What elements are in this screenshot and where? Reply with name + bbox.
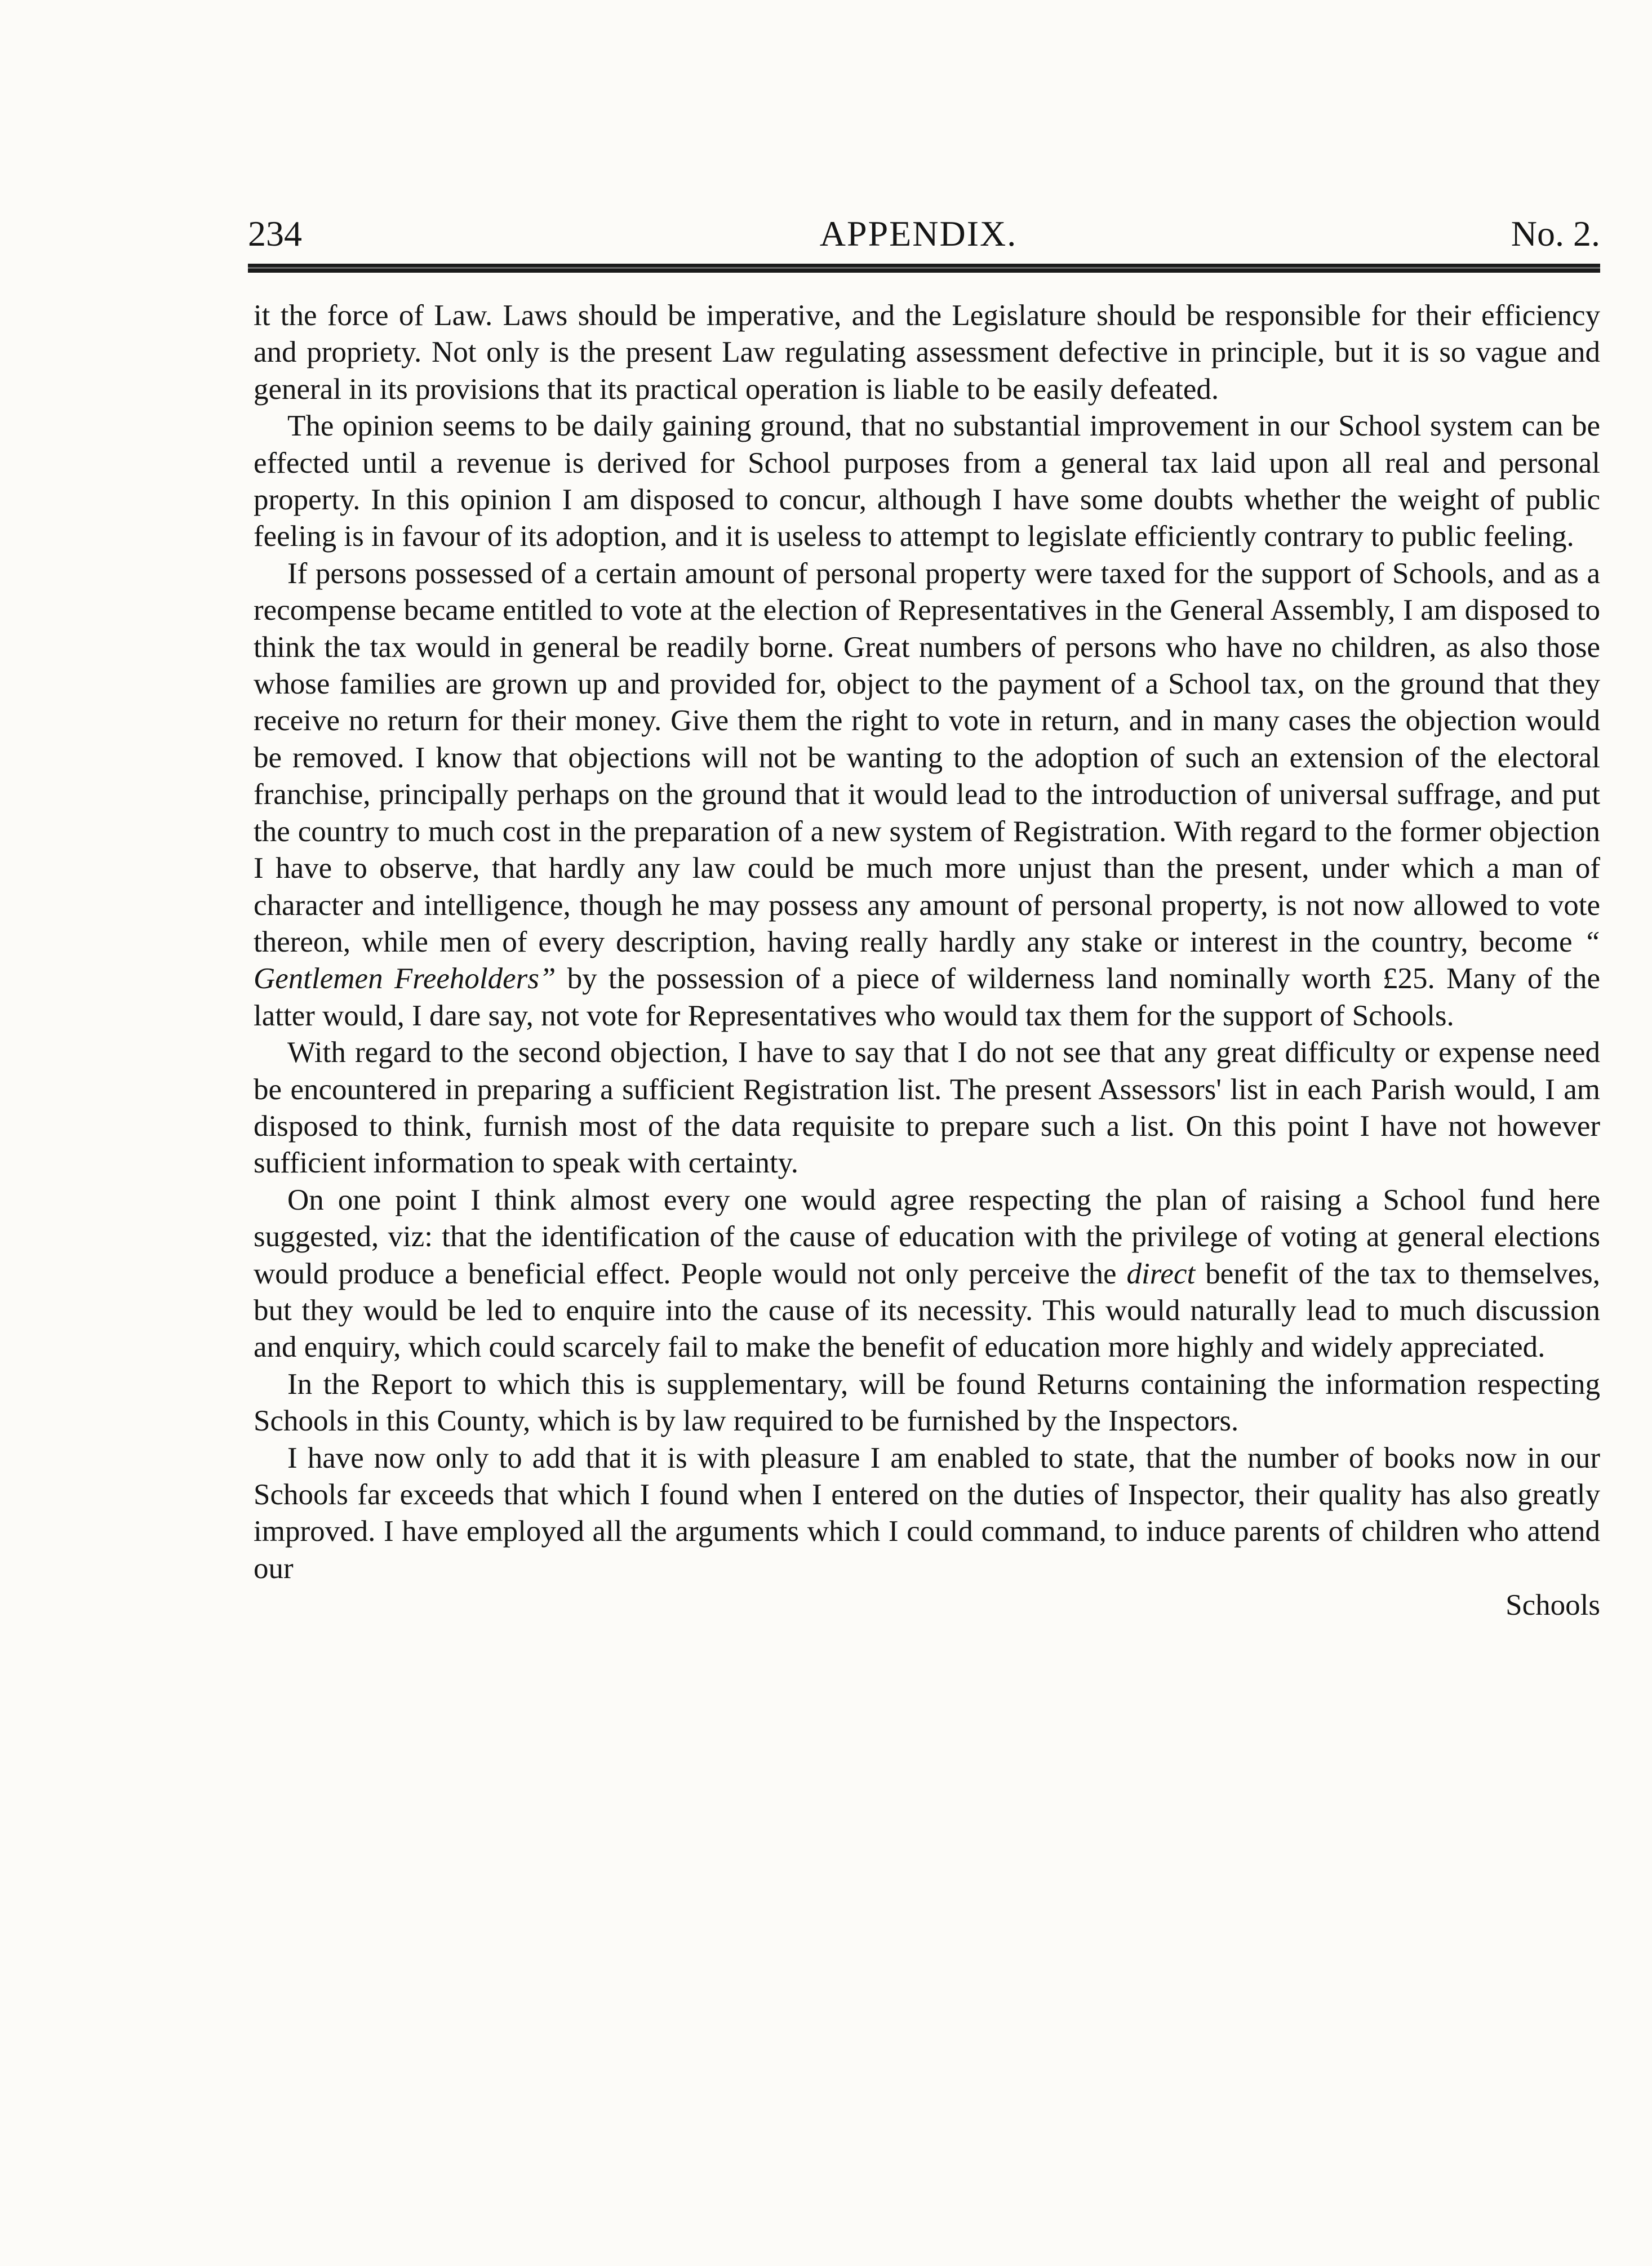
gentlemen-freeholders-phrase: “ Gentlemen Freeholders”: [254, 925, 1601, 996]
page-number: 234: [248, 214, 302, 254]
direct-emphasis: direct: [1126, 1257, 1196, 1290]
paragraph-3-tail: by the possession of a piece of wilderness land nominally worth £25. Many of the latter would, I dare say, not vote for Representatives who would tax them for the support of Schools.: [254, 962, 1600, 1032]
paragraph-5-text: On one point I think almost every one would agree respecting the plan of raising a School fund here suggested, viz: that the identification of the cause of education with the privilege of voting at general elections would produce a beneficial effect. People would not only perceive the: [254, 1183, 1600, 1290]
paragraph-7: I have now only to add that it is with pleasure I am enabled to state, that the number of books now in our Schools far exceeds that which I found when I entered on the duties of Inspector, their quality has also greatly improved. I have employed all the arguments which I could command, to induce parents of children who attend our: [254, 1441, 1600, 1585]
paragraph-5: [254, 1182, 1600, 1366]
paragraph-3: [254, 556, 1600, 1034]
paragraph-2: The opinion seems to be daily gaining ground, that no substantial improvement in our School system can be effected until a revenue is derived for School purposes from a general tax laid upon all real and personal property. In this opinion I am disposed to concur, although I have some doubts whether the weight of public feeling is in favour of its adoption, and it is useless to attempt to legislate efficiently contrary to public feeling.: [254, 410, 1600, 553]
page: [237, 203, 1601, 1622]
paragraph-4: With regard to the second objection, I have to say that I do not see that any great difficulty or expense need be encountered in preparing a sufficient Registration list. The present Assessors' list in each Parish would, I am disposed to think, furnish most of the data requisite to prepare such a list. On this point I have not however sufficient information to speak with certainty.: [254, 1036, 1600, 1180]
paragraph-1: it the force of Law. Laws should be imperative, and the Legislature should be responsible for their efficiency and propriety. Not only is the present Law regulating assessment defective in principle, but it is so vague and general in its provisions that its practical operation is liable to be easily defeated.: [254, 299, 1600, 406]
catchword: Schools: [1506, 1589, 1600, 1622]
paragraph-6: In the Report to which this is supplementary, will be found Returns containing the information respecting Schools in this County, which is by law required to be furnished by the Inspectors.: [254, 1367, 1600, 1438]
paragraph-5-tail: benefit of the tax to themselves, but they would be led to enquire into the cause of its necessity. This would naturally lead to much discussion and enquiry, which could scarcely fail to make the benefit of education more highly and widely appreciated.: [254, 1257, 1601, 1364]
running-title: APPENDIX.: [819, 214, 1018, 254]
appendix-number: No. 2.: [1511, 214, 1600, 254]
body-text: [254, 297, 1600, 1624]
header-rule: [248, 264, 1600, 273]
paragraph-3-text: If persons possessed of a certain amount of personal property were taxed for the support of Schools, and as a recompense became entitled to vote at the election of Representatives in the General Assembly, I am disposed to think the tax would in general be readily borne. Great numbers of persons who have no children, as also those whose families are grown up and provided for, object to the payment of a School tax, on the ground that they receive no return for their money. Give them the right to vote in return, and in many cases the objection would be removed. I know that objections will not be wanting to the adoption of such an extension of the electoral franchise, principally perhaps on the ground that it would lead to the introduction of universal suffrage, and put the country to much cost in the preparation of a new system of Registration. With regard to the former objection I have to observe, that hardly any law could be much more unjust than the present, under which a man of character and intelligence, though he may possess any amount of personal property, is not now allowed to vote thereon, while men of every description, having really hardly any stake or interest in the country, become: [254, 557, 1600, 958]
running-header: [237, 203, 1600, 270]
